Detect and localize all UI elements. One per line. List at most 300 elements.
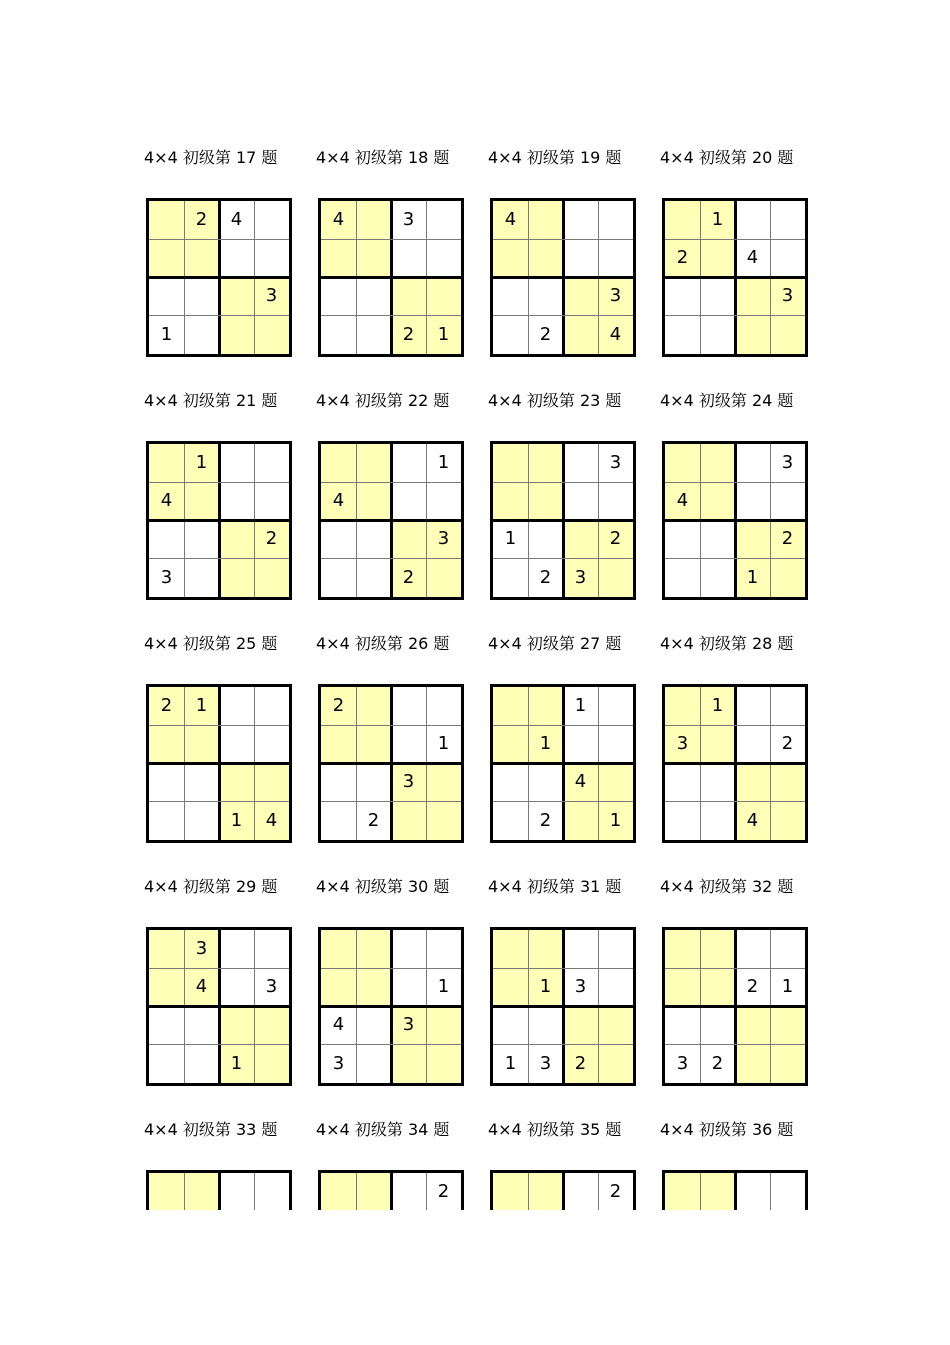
cell-line-horizontal <box>321 801 461 802</box>
sudoku-cell: 4 <box>254 801 289 840</box>
sudoku-cell: 2 <box>563 1044 598 1083</box>
sudoku-cell <box>391 968 426 1006</box>
box-divider-horizontal <box>321 276 461 279</box>
sudoku-cell <box>391 930 426 968</box>
puzzle-grid-frame <box>490 198 636 357</box>
puzzle-grid-frame <box>318 684 464 843</box>
cell-line-horizontal <box>493 315 633 316</box>
box-divider-vertical <box>734 1173 737 1210</box>
cell-line-horizontal <box>493 1044 633 1045</box>
sudoku-cell <box>184 763 219 801</box>
sudoku-cell <box>426 763 461 801</box>
sudoku-cell <box>219 1173 254 1210</box>
cell-line-horizontal <box>665 801 805 802</box>
sudoku-cell <box>493 801 528 840</box>
sudoku-cell <box>665 277 700 315</box>
sudoku-cell <box>356 968 391 1006</box>
puzzle-title: 4×4 初级第 30 题 <box>316 877 450 896</box>
sudoku-cell: 2 <box>598 520 633 558</box>
box-divider-horizontal <box>493 1005 633 1008</box>
sudoku-cell <box>563 801 598 840</box>
sudoku-cell: 4 <box>493 201 528 239</box>
sudoku-cell: 1 <box>598 801 633 840</box>
sudoku-cell: 1 <box>528 968 563 1006</box>
sudoku-cell <box>184 1173 219 1210</box>
sudoku-grid <box>318 684 464 843</box>
sudoku-cell: 3 <box>539 1053 552 1074</box>
sudoku-cell <box>665 315 700 354</box>
sudoku-cell <box>356 558 391 597</box>
sudoku-grid <box>662 198 808 357</box>
sudoku-cell <box>493 558 528 597</box>
sudoku-cell <box>149 801 184 840</box>
sudoku-cell <box>356 763 391 801</box>
box-divider-horizontal <box>149 276 289 279</box>
box-divider-horizontal <box>321 1005 461 1008</box>
sudoku-cell <box>184 520 219 558</box>
sudoku-cell: 2 <box>184 201 219 239</box>
sudoku-cell <box>528 201 563 239</box>
sudoku-cell <box>770 1044 805 1083</box>
sudoku-cell <box>700 930 735 968</box>
sudoku-cell: 2 <box>609 1181 622 1202</box>
box-divider-vertical <box>390 1173 393 1210</box>
sudoku-cell <box>493 315 528 354</box>
puzzle-grid-frame <box>146 198 292 357</box>
sudoku-cell <box>563 930 598 968</box>
sudoku-cell <box>184 1044 219 1083</box>
sudoku-cell <box>321 968 356 1006</box>
sudoku-cell <box>563 277 598 315</box>
sudoku-cell: 3 <box>265 976 278 997</box>
sudoku-cell: 4 <box>184 968 219 1006</box>
sudoku-cell <box>356 201 391 239</box>
sudoku-cell: 1 <box>437 452 450 473</box>
sudoku-cell <box>356 687 391 725</box>
sudoku-cell <box>528 1006 563 1044</box>
sudoku-cell <box>700 763 735 801</box>
sudoku-grid <box>662 684 808 843</box>
sudoku-cell <box>321 763 356 801</box>
sudoku-cell <box>254 1006 289 1044</box>
sudoku-cell <box>426 687 461 725</box>
cell-line-horizontal <box>149 968 289 969</box>
sudoku-cell <box>254 239 289 277</box>
sudoku-cell <box>219 687 254 725</box>
sudoku-cell: 2 <box>149 687 184 725</box>
sudoku-cell: 1 <box>528 725 563 763</box>
sudoku-cell <box>356 1044 391 1083</box>
sudoku-cell <box>254 687 289 725</box>
puzzle-grid-frame <box>662 684 808 843</box>
sudoku-cell <box>493 687 528 725</box>
sudoku-cell <box>665 763 700 801</box>
sudoku-cell <box>219 277 254 315</box>
sudoku-cell: 4 <box>332 1014 345 1035</box>
sudoku-cell <box>735 687 770 725</box>
puzzle-title: 4×4 初级第 35 题 <box>488 1120 622 1139</box>
sudoku-cell <box>700 801 735 840</box>
sudoku-cell <box>254 1044 289 1083</box>
sudoku-cell <box>700 1173 735 1210</box>
sudoku-cell <box>356 930 391 968</box>
box-divider-horizontal <box>493 519 633 522</box>
cell-line-horizontal <box>149 315 289 316</box>
cell-line-horizontal <box>493 482 633 483</box>
sudoku-cell <box>735 201 770 239</box>
puzzle-title: 4×4 初级第 34 题 <box>316 1120 450 1139</box>
sudoku-cell <box>735 482 770 520</box>
box-divider-horizontal <box>149 519 289 522</box>
sudoku-cell <box>700 444 735 482</box>
sudoku-cell <box>665 1173 700 1210</box>
sudoku-cell <box>770 201 805 239</box>
sudoku-cell <box>356 1006 391 1044</box>
sudoku-cell <box>219 482 254 520</box>
box-divider-horizontal <box>665 519 805 522</box>
sudoku-cell <box>700 1006 735 1044</box>
sudoku-cell <box>598 558 633 597</box>
sudoku-cell <box>254 444 289 482</box>
sudoku-cell: 3 <box>426 520 461 558</box>
sudoku-cell <box>254 1173 289 1210</box>
sudoku-grid <box>662 441 808 600</box>
sudoku-cell <box>184 315 219 354</box>
sudoku-cell <box>184 725 219 763</box>
sudoku-cell <box>528 520 563 558</box>
sudoku-cell <box>356 444 391 482</box>
sudoku-cell <box>356 277 391 315</box>
sudoku-cell: 1 <box>574 695 587 716</box>
puzzle-title: 4×4 初级第 21 题 <box>144 391 278 410</box>
sudoku-cell: 2 <box>539 324 552 345</box>
sudoku-cell <box>528 482 563 520</box>
sudoku-cell: 4 <box>321 482 356 520</box>
puzzle-title: 4×4 初级第 24 题 <box>660 391 794 410</box>
sudoku-cell <box>426 277 461 315</box>
sudoku-cell <box>598 687 633 725</box>
sudoku-cell <box>735 1006 770 1044</box>
sudoku-cell <box>493 1006 528 1044</box>
sudoku-cell <box>528 444 563 482</box>
sudoku-cell: 2 <box>781 733 794 754</box>
sudoku-cell <box>356 725 391 763</box>
sudoku-cell <box>149 520 184 558</box>
sudoku-cell <box>149 201 184 239</box>
sudoku-cell <box>528 763 563 801</box>
puzzle-title: 4×4 初级第 19 题 <box>488 148 622 167</box>
puzzle-grid-frame <box>490 927 636 1086</box>
sudoku-cell <box>563 1006 598 1044</box>
cell-line-horizontal <box>321 239 461 240</box>
sudoku-cell <box>735 725 770 763</box>
cell-line-horizontal <box>493 239 633 240</box>
sudoku-cell <box>700 239 735 277</box>
sudoku-cell: 4 <box>665 482 700 520</box>
sudoku-cell <box>149 1006 184 1044</box>
sudoku-cell: 3 <box>391 1006 426 1044</box>
sudoku-cell: 3 <box>781 452 794 473</box>
sudoku-cell: 1 <box>160 324 173 345</box>
sudoku-cell <box>735 930 770 968</box>
sudoku-cell <box>528 239 563 277</box>
sudoku-cell <box>356 520 391 558</box>
sudoku-cell <box>321 1173 356 1210</box>
cell-line-horizontal <box>149 558 289 559</box>
sudoku-cell <box>528 1173 563 1210</box>
sudoku-cell: 1 <box>504 528 517 549</box>
sudoku-cell <box>426 239 461 277</box>
sudoku-cell <box>254 482 289 520</box>
sudoku-cell <box>184 558 219 597</box>
sudoku-cell <box>770 315 805 354</box>
puzzle-title: 4×4 初级第 32 题 <box>660 877 794 896</box>
cell-line-horizontal <box>149 1044 289 1045</box>
cell-line-horizontal <box>149 239 289 240</box>
cell-line-vertical <box>426 1173 427 1210</box>
sudoku-cell <box>735 277 770 315</box>
sudoku-cell <box>219 444 254 482</box>
sudoku-cell: 1 <box>184 444 219 482</box>
sudoku-cell <box>426 482 461 520</box>
sudoku-cell <box>356 239 391 277</box>
sudoku-cell <box>391 520 426 558</box>
sudoku-cell <box>770 482 805 520</box>
sudoku-cell <box>219 930 254 968</box>
cell-line-vertical <box>254 1173 255 1210</box>
sudoku-cell <box>321 239 356 277</box>
sudoku-cell: 2 <box>539 567 552 588</box>
sudoku-cell: 1 <box>184 687 219 725</box>
sudoku-cell <box>735 444 770 482</box>
sudoku-cell: 1 <box>700 687 735 725</box>
sudoku-cell <box>219 1006 254 1044</box>
sudoku-cell <box>770 930 805 968</box>
cell-line-horizontal <box>665 239 805 240</box>
sudoku-cell: 1 <box>437 733 450 754</box>
sudoku-cell <box>563 315 598 354</box>
sudoku-cell <box>563 725 598 763</box>
sudoku-cell <box>665 1006 700 1044</box>
sudoku-cell: 3 <box>598 277 633 315</box>
sudoku-cell <box>391 1173 426 1210</box>
box-divider-vertical <box>562 1173 565 1210</box>
box-divider-horizontal <box>665 762 805 765</box>
sudoku-cell: 3 <box>184 930 219 968</box>
box-divider-horizontal <box>493 276 633 279</box>
sudoku-cell <box>493 277 528 315</box>
sudoku-grid <box>318 441 464 600</box>
sudoku-cell <box>254 558 289 597</box>
sudoku-cell <box>254 201 289 239</box>
sudoku-cell: 1 <box>735 558 770 597</box>
sudoku-grid <box>146 441 292 600</box>
sudoku-cell: 3 <box>402 209 415 230</box>
cell-line-horizontal <box>665 558 805 559</box>
sudoku-grid <box>318 198 464 357</box>
sudoku-cell <box>598 763 633 801</box>
puzzle-grid-frame <box>490 1170 636 1210</box>
sudoku-cell <box>321 277 356 315</box>
sudoku-cell <box>735 520 770 558</box>
puzzle-grid-frame <box>662 927 808 1086</box>
sudoku-cell <box>493 763 528 801</box>
cell-line-horizontal <box>493 558 633 559</box>
sudoku-cell <box>598 968 633 1006</box>
sudoku-cell <box>493 968 528 1006</box>
sudoku-cell <box>184 482 219 520</box>
sudoku-cell: 3 <box>665 725 700 763</box>
sudoku-cell <box>563 1173 598 1210</box>
cell-line-horizontal <box>321 1044 461 1045</box>
sudoku-cell: 1 <box>700 201 735 239</box>
sudoku-cell <box>735 763 770 801</box>
sudoku-cell <box>493 482 528 520</box>
sudoku-cell <box>770 1173 805 1210</box>
sudoku-cell <box>321 558 356 597</box>
sudoku-cell: 2 <box>770 520 805 558</box>
puzzle-grid-frame <box>662 441 808 600</box>
sudoku-cell <box>321 801 356 840</box>
sudoku-cell <box>321 520 356 558</box>
sudoku-grid <box>490 1170 636 1210</box>
sudoku-cell <box>770 763 805 801</box>
sudoku-cell: 4 <box>563 763 598 801</box>
sudoku-cell: 3 <box>254 277 289 315</box>
sudoku-cell <box>426 1044 461 1083</box>
sudoku-cell <box>254 315 289 354</box>
puzzle-title: 4×4 初级第 28 题 <box>660 634 794 653</box>
sudoku-cell <box>598 201 633 239</box>
sudoku-cell <box>184 277 219 315</box>
sudoku-cell <box>426 201 461 239</box>
sudoku-cell <box>735 1044 770 1083</box>
box-divider-vertical <box>218 1173 221 1210</box>
box-divider-horizontal <box>665 1005 805 1008</box>
puzzle-title: 4×4 初级第 25 题 <box>144 634 278 653</box>
sudoku-cell <box>563 444 598 482</box>
sudoku-cell <box>770 687 805 725</box>
cell-line-horizontal <box>665 1044 805 1045</box>
sudoku-grid <box>490 927 636 1086</box>
sudoku-cell <box>391 277 426 315</box>
sudoku-cell <box>598 482 633 520</box>
sudoku-cell <box>254 930 289 968</box>
cell-line-horizontal <box>321 725 461 726</box>
sudoku-grid <box>146 927 292 1086</box>
sudoku-cell <box>149 763 184 801</box>
sudoku-cell <box>391 687 426 725</box>
sudoku-cell <box>426 930 461 968</box>
sudoku-cell <box>149 725 184 763</box>
cell-line-horizontal <box>493 968 633 969</box>
sudoku-cell <box>493 1173 528 1210</box>
sudoku-cell: 1 <box>504 1053 517 1074</box>
sudoku-cell <box>391 239 426 277</box>
sudoku-cell <box>426 558 461 597</box>
cell-line-horizontal <box>665 725 805 726</box>
box-divider-horizontal <box>321 519 461 522</box>
sudoku-cell: 2 <box>391 315 426 354</box>
sudoku-cell <box>254 763 289 801</box>
sudoku-cell <box>219 725 254 763</box>
sudoku-cell <box>219 763 254 801</box>
sudoku-cell: 3 <box>563 558 598 597</box>
sudoku-cell <box>149 1173 184 1210</box>
sudoku-cell: 2 <box>321 687 356 725</box>
puzzle-grid-frame <box>318 1170 464 1210</box>
sudoku-cell <box>391 725 426 763</box>
sudoku-cell <box>219 239 254 277</box>
sudoku-cell <box>700 520 735 558</box>
box-divider-horizontal <box>493 762 633 765</box>
sudoku-grid <box>490 684 636 843</box>
sudoku-cell: 2 <box>539 810 552 831</box>
puzzle-grid-frame <box>318 441 464 600</box>
sudoku-cell <box>528 687 563 725</box>
sudoku-cell: 3 <box>574 976 587 997</box>
cell-line-horizontal <box>321 482 461 483</box>
sudoku-cell <box>149 444 184 482</box>
sudoku-cell <box>493 444 528 482</box>
sudoku-cell: 2 <box>391 558 426 597</box>
sudoku-cell <box>493 239 528 277</box>
sudoku-cell <box>563 482 598 520</box>
cell-line-horizontal <box>149 482 289 483</box>
sudoku-cell <box>528 277 563 315</box>
cell-line-vertical <box>356 1173 357 1210</box>
puzzle-title: 4×4 初级第 17 题 <box>144 148 278 167</box>
sudoku-cell <box>254 725 289 763</box>
sudoku-cell <box>219 968 254 1006</box>
sudoku-cell <box>770 1006 805 1044</box>
cell-line-vertical <box>770 1173 771 1210</box>
puzzle-title: 4×4 初级第 20 题 <box>660 148 794 167</box>
sudoku-cell: 2 <box>665 239 700 277</box>
sudoku-cell: 3 <box>770 277 805 315</box>
sudoku-cell: 4 <box>149 482 184 520</box>
sudoku-cell: 4 <box>321 201 356 239</box>
sudoku-cell: 1 <box>219 1044 254 1083</box>
sudoku-cell <box>700 558 735 597</box>
sudoku-cell <box>219 315 254 354</box>
sudoku-cell <box>391 801 426 840</box>
sudoku-cell: 2 <box>711 1053 724 1074</box>
sudoku-cell: 3 <box>676 1053 689 1074</box>
sudoku-cell: 2 <box>437 1181 450 1202</box>
sudoku-grid <box>146 1170 292 1210</box>
sudoku-cell <box>356 482 391 520</box>
sudoku-cell <box>770 558 805 597</box>
sudoku-cell <box>598 930 633 968</box>
sudoku-cell: 2 <box>254 520 289 558</box>
sudoku-cell <box>493 725 528 763</box>
sudoku-grid <box>662 927 808 1086</box>
cell-line-vertical <box>184 1173 185 1210</box>
sudoku-cell <box>665 930 700 968</box>
sudoku-cell <box>356 315 391 354</box>
sudoku-grid <box>318 927 464 1086</box>
sudoku-cell: 3 <box>332 1053 345 1074</box>
puzzle-title: 4×4 初级第 27 题 <box>488 634 622 653</box>
sudoku-cell <box>665 801 700 840</box>
sudoku-cell: 2 <box>367 810 380 831</box>
sudoku-cell: 1 <box>781 976 794 997</box>
sudoku-cell <box>426 1006 461 1044</box>
sudoku-cell: 1 <box>219 801 254 840</box>
box-divider-horizontal <box>149 762 289 765</box>
cell-line-horizontal <box>665 482 805 483</box>
